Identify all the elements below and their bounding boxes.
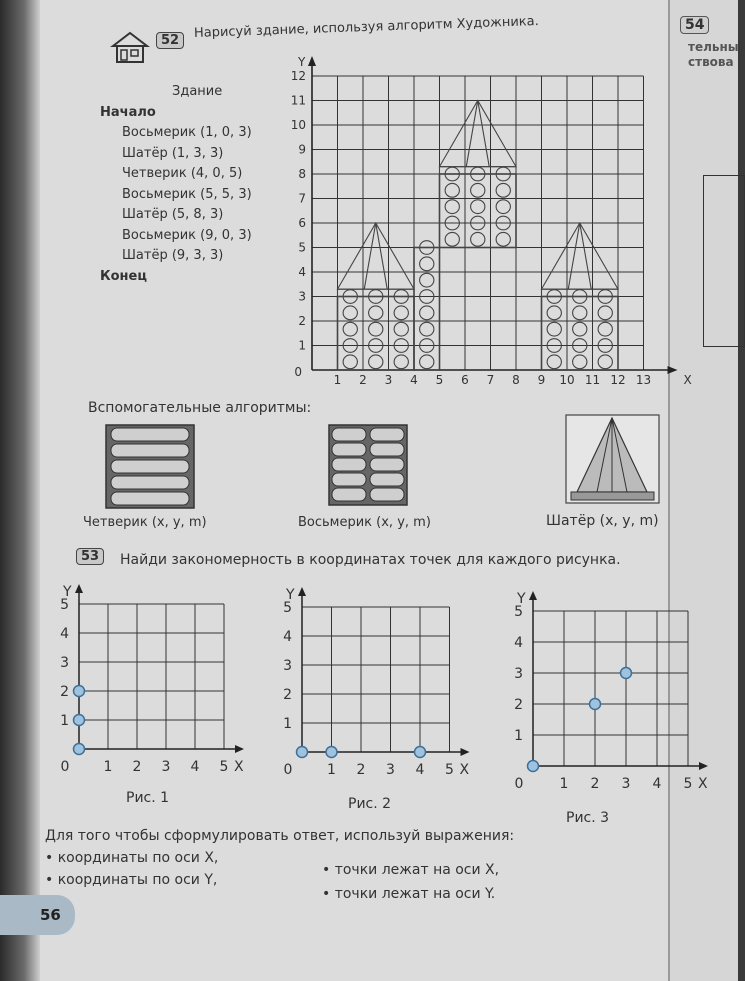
y-tick-label: 4 bbox=[60, 626, 69, 642]
x-tick-label: 4 bbox=[652, 776, 662, 792]
shater-label: Шатёр (x, y, m) bbox=[546, 513, 659, 529]
log-sketch bbox=[598, 306, 612, 320]
x-tick-label: 7 bbox=[486, 373, 495, 387]
log-sketch bbox=[471, 232, 485, 246]
y-tick-label: 1 bbox=[60, 713, 69, 729]
bullet-y-coords: • координаты по оси Y, bbox=[45, 872, 218, 888]
figure-1-caption: Рис. 1 bbox=[126, 790, 170, 806]
data-point bbox=[528, 761, 539, 772]
x-tick-label: 11 bbox=[584, 373, 601, 387]
log-sketch bbox=[598, 355, 612, 369]
vosmerik-label: Восьмерик (x, y, m) bbox=[298, 515, 431, 530]
algorithm-step: Шатёр (9, 3, 3) bbox=[122, 248, 224, 263]
y-tick-label: 11 bbox=[290, 93, 306, 108]
y-tick-label: 5 bbox=[514, 604, 523, 620]
shater-illustration bbox=[565, 414, 660, 504]
task-52-title: Нарисуй здание, используя алгоритм Художника. bbox=[193, 13, 540, 41]
algorithm-step: Восьмерик (9, 0, 3) bbox=[122, 227, 252, 243]
y-tick-label: 7 bbox=[298, 191, 306, 206]
y-tick-label: 3 bbox=[283, 658, 292, 674]
log-sketch bbox=[369, 322, 383, 336]
log-sketch bbox=[547, 355, 561, 369]
log-sketch bbox=[420, 322, 434, 336]
y-axis-label: Y bbox=[298, 55, 306, 69]
y-axis-label: Y bbox=[286, 587, 295, 603]
y-tick-label: 3 bbox=[514, 666, 523, 682]
log-sketch bbox=[394, 322, 408, 336]
log-sketch bbox=[496, 200, 510, 214]
y-tick-label: 4 bbox=[298, 265, 306, 279]
shater-3-sketch bbox=[542, 223, 619, 289]
x-tick-label: 13 bbox=[635, 373, 652, 387]
shater-1-sketch bbox=[338, 223, 415, 289]
y-axis-arrow bbox=[308, 56, 316, 66]
algorithm-step: Восьмерик (1, 0, 3) bbox=[122, 125, 252, 140]
adjacent-page-text-1: тельны bbox=[688, 40, 739, 54]
bullet-x-coords: • координаты по оси X, bbox=[45, 850, 219, 866]
log-sketch bbox=[573, 355, 587, 369]
x-axis-arrow bbox=[461, 748, 470, 756]
log-sketch bbox=[598, 322, 612, 336]
x-tick-label: 2 bbox=[132, 759, 142, 775]
page-binding-shadow bbox=[0, 0, 40, 981]
y-tick-label: 3 bbox=[60, 655, 69, 671]
x-tick-label: 1 bbox=[559, 776, 569, 792]
log-sketch bbox=[420, 355, 434, 369]
log-sketch bbox=[471, 200, 485, 214]
building-grid bbox=[280, 50, 690, 390]
x-tick-label: 4 bbox=[410, 373, 418, 387]
x-axis-label: X bbox=[234, 759, 244, 775]
task-53-title: Найди закономерность в координатах точек для каждого рисунка. bbox=[120, 552, 621, 568]
x-tick-label: 3 bbox=[161, 759, 171, 775]
log-sketch bbox=[445, 232, 459, 246]
figure-2-caption: Рис. 2 bbox=[348, 796, 392, 812]
vosmerik-3-sketch bbox=[542, 297, 619, 371]
origin-label: 0 bbox=[514, 776, 524, 792]
x-axis-label: X bbox=[698, 776, 708, 792]
y-tick-label: 6 bbox=[298, 216, 306, 230]
y-tick-label: 1 bbox=[298, 338, 306, 353]
data-point bbox=[74, 715, 85, 726]
x-tick-label: 2 bbox=[590, 776, 600, 792]
figure-1-grid bbox=[55, 578, 250, 778]
log-sketch bbox=[420, 306, 434, 320]
vosmerik-1-sketch bbox=[338, 297, 415, 371]
log-sketch bbox=[573, 306, 587, 320]
algorithm-step: Шатёр (5, 8, 3) bbox=[122, 207, 224, 222]
y-tick-label: 2 bbox=[60, 684, 69, 700]
x-tick-label: 12 bbox=[610, 373, 626, 387]
y-tick-label: 5 bbox=[60, 597, 69, 613]
algorithm-end: Конец bbox=[100, 268, 147, 284]
bullet-on-x-axis: • точки лежат на оси X, bbox=[322, 862, 500, 878]
task-54-number: 54 bbox=[680, 16, 709, 34]
log-sketch bbox=[496, 183, 510, 197]
x-tick-label: 2 bbox=[356, 762, 366, 778]
task-53-hint: Для того чтобы сформулировать ответ, используй выражения: bbox=[45, 828, 515, 844]
y-tick-label: 5 bbox=[283, 600, 292, 616]
log-sketch bbox=[394, 306, 408, 320]
x-tick-label: 5 bbox=[683, 776, 693, 792]
data-point bbox=[74, 686, 85, 697]
y-tick-label: 1 bbox=[283, 716, 292, 732]
task-52-number: 52 bbox=[156, 32, 184, 49]
log-sketch bbox=[547, 306, 561, 320]
chetverik-label: Четверик (x, y, m) bbox=[83, 515, 207, 530]
y-tick-label: 12 bbox=[290, 69, 306, 83]
house-icon bbox=[110, 30, 150, 66]
x-tick-label: 3 bbox=[621, 776, 631, 792]
y-tick-label: 1 bbox=[514, 728, 523, 744]
algorithm-listing bbox=[100, 82, 310, 287]
aux-algorithms-title: Вспомогательные алгоритмы: bbox=[88, 400, 312, 416]
y-tick-label: 2 bbox=[514, 697, 523, 713]
x-tick-label: 6 bbox=[461, 373, 469, 387]
x-axis-arrow bbox=[668, 366, 678, 374]
log-sketch bbox=[573, 322, 587, 336]
x-tick-label: 3 bbox=[386, 762, 395, 778]
x-tick-label: 1 bbox=[327, 762, 336, 778]
data-point bbox=[74, 744, 85, 755]
page-number: 56 bbox=[0, 895, 75, 935]
y-axis-arrow bbox=[298, 587, 306, 596]
x-tick-label: 4 bbox=[415, 762, 425, 778]
x-tick-label: 4 bbox=[190, 759, 200, 775]
figure-3-caption: Рис. 3 bbox=[566, 810, 610, 826]
x-tick-label: 5 bbox=[435, 373, 444, 387]
vosmerik-illustration bbox=[328, 424, 408, 506]
log-sketch bbox=[343, 322, 357, 336]
y-tick-label: 2 bbox=[283, 687, 292, 703]
chetverik-sketch bbox=[414, 248, 440, 371]
x-tick-label: 1 bbox=[103, 759, 113, 775]
y-tick-label: 4 bbox=[514, 635, 523, 651]
log-sketch bbox=[369, 355, 383, 369]
origin-label: 0 bbox=[60, 759, 70, 775]
bullet-on-y-axis: • точки лежат на оси Y. bbox=[322, 886, 496, 902]
data-point bbox=[590, 699, 601, 710]
data-point bbox=[621, 668, 632, 679]
y-tick-label: 5 bbox=[298, 240, 306, 255]
x-tick-label: 3 bbox=[384, 373, 393, 387]
x-axis-arrow bbox=[699, 762, 708, 770]
shater-2-sketch bbox=[440, 101, 517, 167]
y-axis-label: Y bbox=[63, 584, 72, 600]
algorithm-name: Здание bbox=[172, 84, 223, 99]
algorithm-start: Начало bbox=[100, 104, 156, 120]
x-tick-label: 9 bbox=[537, 373, 546, 387]
x-axis-arrow bbox=[235, 745, 244, 753]
log-sketch bbox=[496, 232, 510, 246]
x-tick-label: 8 bbox=[512, 373, 520, 387]
x-axis-label: X bbox=[683, 373, 692, 387]
y-tick-label: 3 bbox=[298, 289, 306, 304]
data-point bbox=[297, 747, 308, 758]
log-sketch bbox=[394, 355, 408, 369]
log-sketch bbox=[343, 355, 357, 369]
figure-3-grid bbox=[498, 578, 728, 798]
x-tick-label: 1 bbox=[333, 373, 342, 387]
algorithm-step: Восьмерик (5, 5, 3) bbox=[122, 186, 252, 202]
y-tick-label: 10 bbox=[290, 118, 306, 132]
log-sketch bbox=[547, 322, 561, 336]
log-sketch bbox=[369, 306, 383, 320]
log-sketch bbox=[343, 306, 357, 320]
x-axis-label: X bbox=[459, 762, 470, 778]
y-tick-label: 8 bbox=[298, 167, 306, 181]
x-tick-label: 2 bbox=[359, 373, 367, 387]
origin-label: 0 bbox=[283, 762, 293, 778]
algorithm-step: Шатёр (1, 3, 3) bbox=[122, 145, 224, 161]
y-axis-arrow bbox=[75, 584, 83, 593]
log-sketch bbox=[420, 257, 434, 271]
y-tick-label: 4 bbox=[283, 629, 292, 645]
adjacent-page-frame bbox=[703, 175, 745, 347]
y-tick-label: 2 bbox=[298, 314, 306, 328]
chetverik-illustration bbox=[105, 424, 195, 509]
data-point bbox=[415, 747, 426, 758]
y-tick-label: 9 bbox=[298, 142, 306, 157]
x-tick-label: 10 bbox=[559, 373, 575, 387]
x-tick-label: 5 bbox=[445, 762, 454, 778]
x-tick-label: 5 bbox=[219, 759, 229, 775]
algorithm-step: Четверик (4, 0, 5) bbox=[122, 166, 243, 181]
y-axis-label: Y bbox=[517, 591, 526, 607]
log-sketch bbox=[445, 200, 459, 214]
log-sketch bbox=[445, 183, 459, 197]
task-53-number: 53 bbox=[76, 548, 104, 565]
origin-label: 0 bbox=[294, 365, 302, 379]
data-point bbox=[326, 747, 337, 758]
adjacent-page-text-2: ствова bbox=[688, 55, 734, 69]
figure-2-grid bbox=[275, 578, 475, 783]
log-sketch bbox=[420, 273, 434, 287]
y-axis-arrow bbox=[529, 591, 537, 600]
vosmerik-2-sketch bbox=[440, 174, 517, 248]
log-sketch bbox=[471, 183, 485, 197]
